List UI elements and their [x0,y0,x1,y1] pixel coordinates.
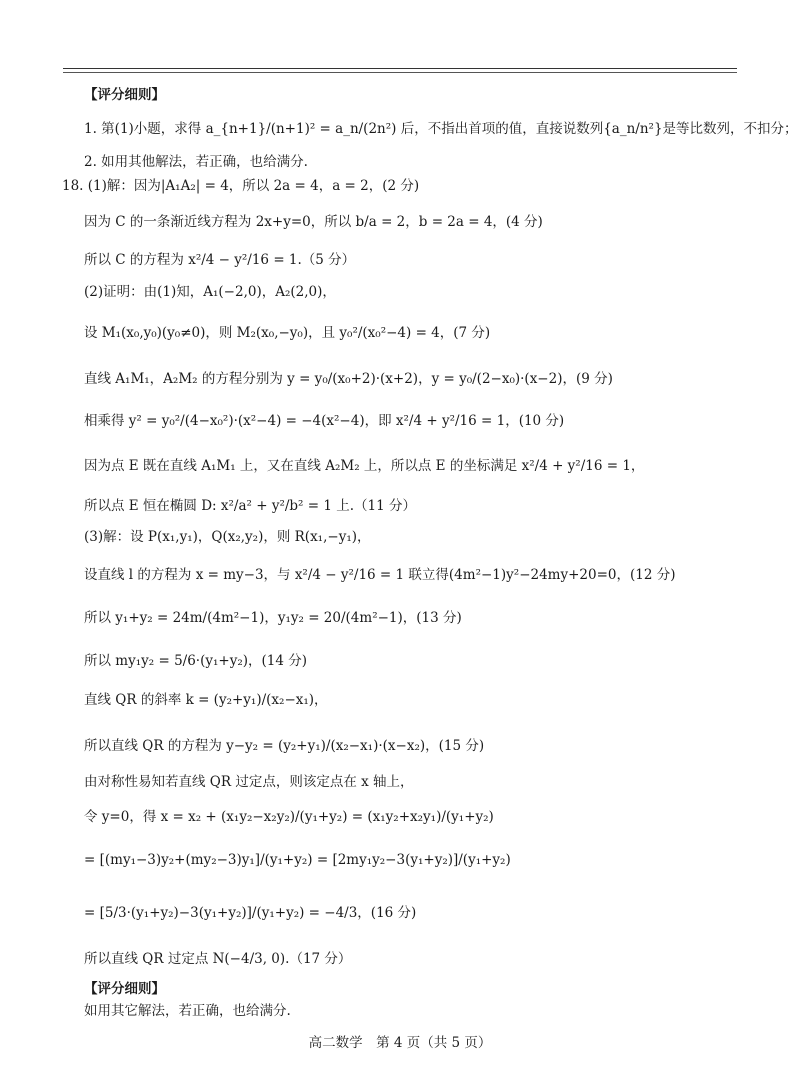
solution-line: (3)解：设 P(x₁,y₁)，Q(x₂,y₂)，则 R(x₁,−y₁)， [84,529,371,545]
solution-line: 18. (1)解：因为|A₁A₂| = 4，所以 2a = 4，a = 2，(2 分) [62,178,420,194]
solution-line: 因为点 E 既在直线 A₁M₁ 上，又在直线 A₂M₂ 上，所以点 E 的坐标满足 x²/4 + y²/16 = 1， [84,458,645,474]
header-rule-secondary [63,72,737,73]
solution-line: = [(my₁−3)y₂+(my₂−3)y₁]/(y₁+y₂) = [2my₁y₂−3(y₁+y₂)]/(y₁+y₂) [84,852,511,868]
scoring-rule-2: 2. 如用其他解法，若正确，也给满分. [84,154,308,170]
solution-line: (2)证明：由(1)知，A₁(−2,0)，A₂(2,0)， [84,284,336,300]
solution-line: = [5/3·(y₁+y₂)−3(y₁+y₂)]/(y₁+y₂) = −4/3，(16 分) [84,905,417,921]
scoring-rule-1: 1. 第(1)小题，求得 a_{n+1}/(n+1)² = a_n/(2n²) 后，不指出首项的值，直接说数列{a_n/n²}是等比数列，不扣分； [84,121,798,137]
solution-line: 直线 A₁M₁，A₂M₂ 的方程分别为 y = y₀/(x₀+2)·(x+2)，y = y₀/(2−x₀)·(x−2)，(9 分) [84,371,613,387]
solution-line: 所以直线 QR 的方程为 y−y₂ = (y₂+y₁)/(x₂−x₁)·(x−x₂)，(15 分) [84,738,485,754]
solution-line: 因为 C 的一条渐近线方程为 2x+y=0，所以 b/a = 2，b = 2a = 4，(4 分) [84,214,543,230]
solution-line: 所以点 E 恒在椭圆 D: x²/a² + y²/b² = 1 上.（11 分） [84,498,416,514]
scoring-rule-3: 如用其它解法，若正确，也给满分. [84,1003,291,1019]
solution-line: 由对称性易知若直线 QR 过定点，则该定点在 x 轴上， [84,774,414,790]
solution-line: 所以 C 的方程为 x²/4 − y²/16 = 1.（5 分） [84,252,356,268]
solution-line: 相乘得 y² = y₀²/(4−x₀²)·(x²−4) = −4(x²−4)，即 x²/4 + y²/16 = 1，(10 分) [84,413,565,429]
solution-line: 所以直线 QR 过定点 N(−4/3, 0).（17 分） [84,951,352,967]
solution-line: 设 M₁(x₀,y₀)(y₀≠0)，则 M₂(x₀,−y₀)，且 y₀²/(x₀²−4) = 4，(7 分) [84,325,491,341]
scoring-heading-2: 【评分细则】 [84,981,165,997]
page-footer: 高二数学 第 4 页（共 5 页） [308,1035,492,1051]
solution-line: 令 y=0，得 x = x₂ + (x₁y₂−x₂y₂)/(y₁+y₂) = (x₁y₂+x₂y₁)/(y₁+y₂) [84,809,494,825]
scoring-heading-1: 【评分细则】 [84,87,165,103]
solution-line: 所以 y₁+y₂ = 24m/(4m²−1)，y₁y₂ = 20/(4m²−1)，(13 分) [84,610,462,626]
solution-line: 直线 QR 的斜率 k = (y₂+y₁)/(x₂−x₁)， [84,692,328,708]
solution-line: 设直线 l 的方程为 x = my−3，与 x²/4 − y²/16 = 1 联立得(4m²−1)y²−24my+20=0，(12 分) [84,567,676,583]
solution-line: 所以 my₁y₂ = 5/6·(y₁+y₂)，(14 分) [84,653,308,669]
header-rule [63,68,737,69]
